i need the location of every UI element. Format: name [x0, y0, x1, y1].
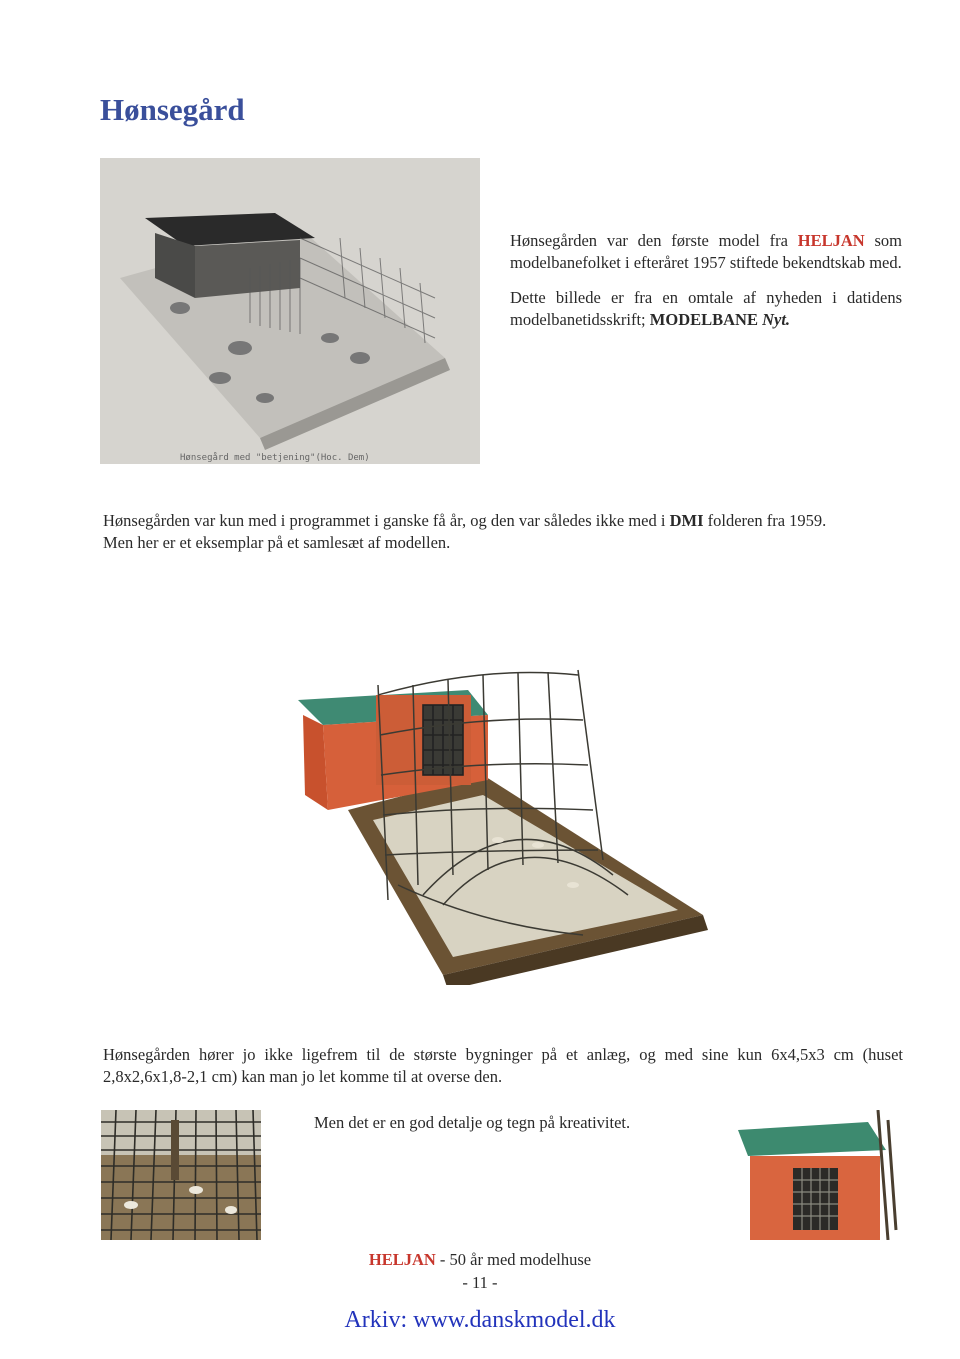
page-number: - 11 -	[462, 1273, 498, 1292]
archive-link[interactable]: Arkiv: www.danskmodel.dk	[344, 1307, 616, 1333]
caption-creativity: Men det er en god detalje og tegn på kreativitet.	[314, 1113, 631, 1132]
intro-text	[510, 230, 902, 344]
page-title: Hønsegård	[100, 92, 245, 127]
page-footer	[0, 1248, 960, 1294]
model-photo	[283, 645, 723, 985]
footer-brand: HELJAN	[368, 1250, 436, 1269]
footer-line: HELJAN - 50 år med modelhuse	[368, 1250, 592, 1269]
intro-paragraph-2: Dette billede er fra en omtale af nyheden i datidens modelbanetidsskrift; MODELBANE Nyt.	[510, 288, 902, 329]
old-photo-caption: Hønsegård med "betjening"(Hoc. Dem)	[180, 453, 370, 463]
brand-name: HELJAN	[797, 231, 865, 250]
house-detail-photo	[738, 1110, 900, 1240]
dmi-label: DMI	[669, 511, 704, 530]
mesh-detail-photo	[101, 1110, 261, 1240]
paragraph-program	[103, 510, 903, 553]
magazine-name: MODELBANE	[649, 309, 758, 329]
paragraph-program-line2: Men her er et eksemplar på et samlesæt af modellen.	[103, 532, 451, 552]
old-photo	[100, 158, 480, 464]
paragraph-program-line1: Hønsegården var kun med i programmet i ganske få år, og den var således ikke med i DMI folderen fra 1959.	[103, 511, 827, 530]
paragraph-size	[103, 1044, 903, 1087]
intro-paragraph-1: Hønsegården var den første model fra HELJAN som modelbanefolket i efteråret 1957 stiftede bekendtskab med.	[510, 231, 902, 272]
paragraph-size-text: Hønsegården hører jo ikke ligefrem til de største bygninger på et anlæg, og med sine kun 6x4,5x3 cm (huset 2,8x2,6x1,8-2,1 cm) kan man jo let komme til at overse den.	[103, 1045, 903, 1086]
